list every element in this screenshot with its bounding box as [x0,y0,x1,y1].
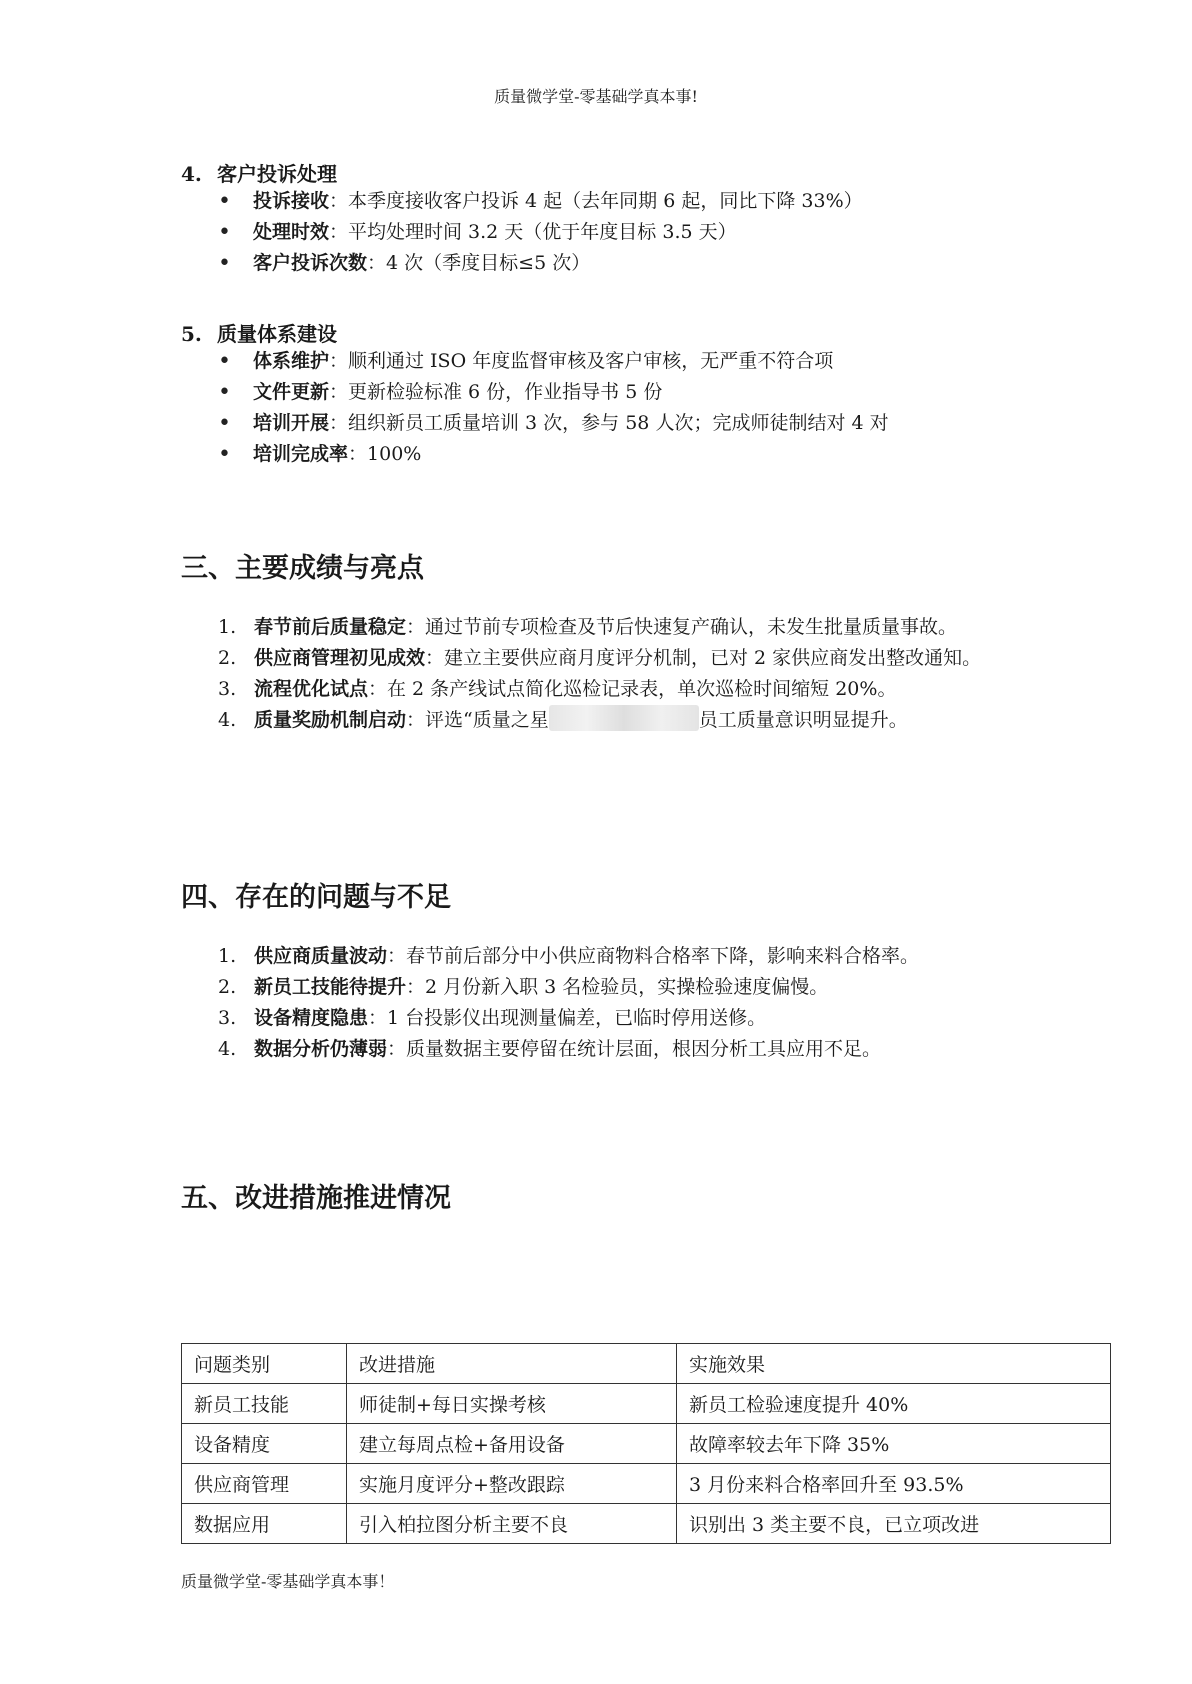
table-header-cell: 实施效果 [677,1344,1111,1384]
table-row [182,1464,1111,1504]
section-5-heading: 五、改进措施推进情况 [181,1183,451,1214]
quality-system-bullet-list [218,346,958,470]
item-number: 2. [218,976,237,998]
table-cell: 实施月度评分+整改跟踪 [347,1464,677,1504]
achievements-list [218,612,998,736]
item-number: 2. [218,647,237,669]
table-cell: 新员工检验速度提升 40% [677,1384,1111,1424]
bullet-text: ：本季度接收客户投诉 4 起（去年同期 6 起，同比下降 33%） [329,190,863,212]
problems-list [218,941,998,1065]
table-cell: 设备精度 [182,1424,347,1464]
numbered-item [218,972,998,1003]
item-text: ：建立主要供应商月度评分机制，已对 2 家供应商发出整改通知。 [425,647,982,669]
numbered-item [218,674,998,705]
complaint-bullet-list [218,186,1018,279]
subsection-title-text: 质量体系建设 [217,322,337,346]
item-text: ：2 月份新入职 3 名检验员，实操检验速度偏慢。 [406,976,829,998]
item-label: 供应商管理初见成效 [254,647,426,669]
numbered-item [218,1034,998,1065]
table-row [182,1424,1111,1464]
item-text: ：质量数据主要停留在统计层面，根因分析工具应用不足。 [387,1038,882,1060]
section-4-heading: 四、存在的问题与不足 [181,882,451,913]
numbered-item [218,1003,998,1034]
bullet-label: 培训完成率 [253,443,349,465]
bullet-item [218,439,958,470]
section-3-heading: 三、主要成绩与亮点 [181,553,424,584]
table-cell: 师徒制+每日实操考核 [347,1384,677,1424]
bullet-text: ：顺利通过 ISO 年度监督审核及客户审核，无严重不符合项 [329,350,834,372]
page-footer: 质量微学堂-零基础学真本事！ [181,1572,395,1591]
bullet-item [218,186,1018,217]
item-text-continued: 员工质量意识明显提升。 [698,709,908,731]
bullet-text: ：组织新员工质量培训 3 次，参与 58 人次；完成师徒制结对 4 对 [329,412,889,434]
item-text: ：通过节前专项检查及节后快速复产确认，未发生批量质量事故。 [406,616,958,638]
subsection-5-title [181,318,337,347]
bullet-text: ：平均处理时间 3.2 天（优于年度目标 3.5 天） [329,221,737,243]
table-cell: 3 月份来料合格率回升至 93.5% [677,1464,1111,1504]
subsection-number: 4. [181,162,202,186]
table-cell: 引入柏拉图分析主要不良 [347,1504,677,1544]
item-label: 流程优化试点 [254,678,369,700]
item-text: ：在 2 条产线试点简化巡检记录表，单次巡检时间缩短 20%。 [368,678,897,700]
numbered-item [218,643,998,674]
bullet-label: 体系维护 [253,350,330,372]
table-cell: 识别出 3 类主要不良，已立项改进 [677,1504,1111,1544]
table-row [182,1384,1111,1424]
item-text: ：春节前后部分中小供应商物料合格率下降，影响来料合格率。 [387,945,920,967]
table-header-cell: 改进措施 [347,1344,677,1384]
item-label: 质量奖励机制启动 [254,709,407,731]
table-cell: 故障率较去年下降 35% [677,1424,1111,1464]
bullet-label: 处理时效 [253,221,330,243]
bullet-label: 投诉接收 [253,190,330,212]
bullet-item [218,346,958,377]
table-cell: 供应商管理 [182,1464,347,1504]
table-cell: 新员工技能 [182,1384,347,1424]
subsection-number: 5. [181,322,202,346]
bullet-label: 培训开展 [253,412,330,434]
item-label: 供应商质量波动 [254,945,388,967]
item-number: 1. [218,616,237,638]
item-number: 3. [218,678,237,700]
table-cell: 数据应用 [182,1504,347,1544]
numbered-item [218,705,998,736]
item-label: 设备精度隐患 [254,1007,369,1029]
item-text: ：1 台投影仪出现测量偏差，已临时停用送修。 [368,1007,767,1029]
numbered-item [218,612,998,643]
bullet-text: ：更新检验标准 6 份，作业指导书 5 份 [329,381,663,403]
item-number: 4. [218,1038,237,1060]
bullet-item [218,248,1018,279]
page-header: 质量微学堂-零基础学真本事! [494,87,698,106]
bullet-text: ：4 次（季度目标≤5 次） [367,252,591,274]
table-header-cell: 问题类别 [182,1344,347,1384]
bullet-text: ：100% [348,443,422,465]
bullet-label: 客户投诉次数 [253,252,368,274]
item-number: 1. [218,945,237,967]
table-cell: 建立每周点检+备用设备 [347,1424,677,1464]
table-header-row [182,1344,1111,1384]
item-label: 春节前后质量稳定 [254,616,407,638]
subsection-title-text: 客户投诉处理 [217,162,337,186]
bullet-item [218,408,958,439]
redacted-blur [549,705,699,731]
item-label: 数据分析仍薄弱 [254,1038,388,1060]
numbered-item [218,941,998,972]
bullet-item [218,377,958,408]
item-text: ：评选“质量之星 [406,709,549,731]
item-number: 3. [218,1007,237,1029]
improvement-table [181,1343,1111,1544]
item-number: 4. [218,709,237,731]
table-row [182,1504,1111,1544]
subsection-4-title [181,158,337,187]
bullet-item [218,217,1018,248]
bullet-label: 文件更新 [253,381,330,403]
item-label: 新员工技能待提升 [254,976,407,998]
